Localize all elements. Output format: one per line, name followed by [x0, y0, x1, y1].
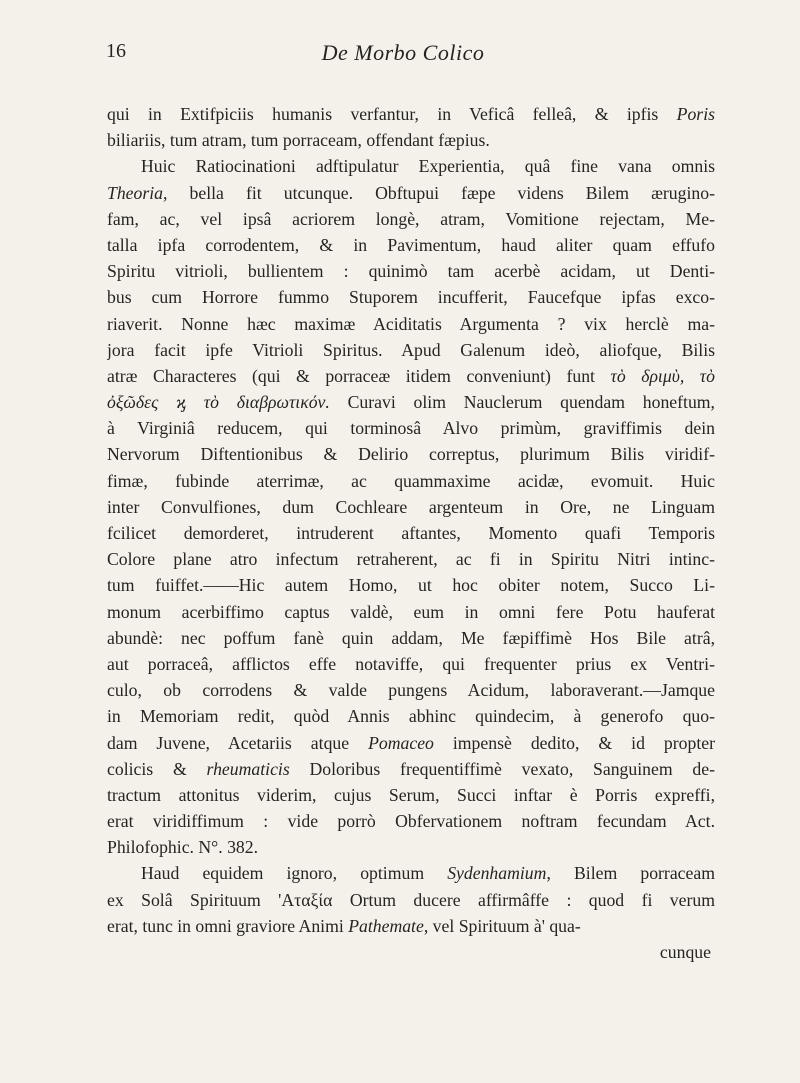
text-line	[107, 153, 715, 179]
text-line	[107, 625, 715, 651]
text-run: culo, ob corrodens & valde pungens Acidum, laboraverant.—Jamque	[107, 680, 715, 701]
text-line	[107, 887, 715, 913]
italic-text: ὀξῶδες ϗ τὸ διαβρωτικόν.	[107, 392, 330, 413]
text-run: riaverit. Nonne hæc maximæ Aciditatis Argumenta ? vix herclè ma-	[107, 313, 715, 334]
text-run: monum acerbiffimo captus valdè, eum in omni fere Potu hauferat	[107, 601, 715, 622]
italic-text: τὸ δριμὺ, τὸ	[610, 365, 715, 386]
text-line	[107, 520, 715, 546]
text-line	[107, 782, 715, 808]
italic-text: Pathemate	[348, 915, 424, 936]
text-line	[107, 913, 715, 939]
text-run: à Virginiâ reducem, qui torminosâ Alvo primùm, graviffimis dein	[107, 418, 715, 439]
italic-text: Pomaceo	[368, 732, 434, 753]
text-run: fimæ, fubinde aterrimæ, ac quammaxime acidæ, evomuit. Huic	[107, 470, 715, 491]
text-run: tractum attonitus viderim, cujus Serum, Succi inftar è Porris expreffi,	[107, 784, 715, 805]
text-run: fcilicet demorderet, intruderent aftantes, Momento quafi Temporis	[107, 523, 715, 543]
text-run: Doloribus frequentiffimè vexato, Sanguinem de-	[289, 758, 715, 779]
text-line	[107, 101, 715, 127]
running-title: De Morbo Colico	[321, 40, 485, 65]
text-line	[107, 180, 715, 206]
text-run: erat viridiffimum : vide porrò Obfervationem noftram fecundam Act.	[107, 811, 715, 832]
page-number: 16	[106, 40, 126, 62]
text-run: bus cum Horrore fummo Stuporem incufferit, Faucefque ipfas exco-	[107, 287, 715, 308]
text-line	[107, 599, 715, 625]
text-run: ex Solâ Spirituum 'Αταξία Ortum ducere affirmâffe : quod fi verum	[107, 889, 715, 910]
running-head	[93, 40, 713, 80]
text-run: , bella fit utcunque. Obftupui fæpe videns Bilem ærugino-	[163, 182, 715, 203]
text-line	[107, 808, 715, 834]
text-run: Spiritu vitrioli, bullientem : quinimò tam acerbè acidam, ut Denti-	[107, 261, 715, 282]
italic-text: Theoria	[107, 182, 164, 203]
text-line	[107, 337, 715, 363]
text-run: impensè dedito, & id propter	[433, 732, 715, 753]
text-line	[107, 284, 715, 310]
text-line	[107, 441, 715, 467]
text-run: biliariis, tum atram, tum porraceam, offendant fæpius.	[107, 130, 490, 151]
text-run: Nervorum Diftentionibus & Delirio correptus, plurimum Bilis viridif-	[107, 444, 715, 465]
text-run: jora facit ipfe Vitrioli Spiritus. Apud Galenum ideò, aliofque, Bilis	[107, 339, 715, 360]
text-run: fam, ac, vel ipsâ acriorem longè, atram, Vomitione rejectam, Me-	[107, 208, 715, 229]
italic-text: rheumaticis	[206, 758, 290, 779]
text-run: in Memoriam redit, quòd Annis abhinc quindecim, à generofo quo-	[107, 706, 715, 727]
text-run: erat, tunc in omni graviore Animi	[107, 915, 349, 936]
body-text	[107, 101, 715, 965]
text-line	[107, 703, 715, 729]
text-line	[107, 730, 715, 756]
text-run: , vel Spirituum à' qua-	[423, 915, 581, 936]
catchword	[107, 939, 715, 965]
text-run: inter Convulfiones, dum Cochleare argenteum in Ore, ne Linguam	[107, 496, 715, 517]
text-line	[107, 756, 715, 782]
text-run: talla ipfa corrodentem, & in Pavimentum, haud aliter quam effufo	[107, 234, 715, 255]
text-line	[107, 258, 715, 284]
text-line	[107, 311, 715, 337]
italic-text: Poris	[676, 104, 715, 124]
text-run: Colore plane atro infectum retraherent, ac fi in Spiritu Nitri intinc-	[107, 549, 715, 570]
text-run: tum fuiffet.——Hic autem Homo, ut hoc obiter notem, Succo Li-	[107, 575, 715, 596]
text-line	[107, 206, 715, 232]
text-run: dam Juvene, Acetariis atque	[107, 732, 369, 753]
text-line	[107, 127, 715, 153]
text-line	[107, 363, 715, 389]
text-line	[107, 232, 715, 258]
text-line	[107, 468, 715, 494]
text-line	[107, 860, 715, 886]
text-line	[107, 389, 715, 415]
text-run: abundè: nec poffum fanè quin addam, Me fæpiffimè Hos Bile atrâ,	[107, 627, 715, 648]
text-run: cunque	[659, 942, 711, 962]
italic-text: Sydenhamium	[447, 863, 547, 884]
text-run: atræ Characteres (qui & porraceæ itidem conveniunt) funt	[107, 365, 611, 386]
text-run: Philofophic. N°. 382.	[107, 837, 259, 858]
text-run: , Bilem porraceam	[546, 863, 715, 884]
text-run: Huic Ratiocinationi adftipulatur Experientia, quâ fine vana omnis	[141, 156, 715, 177]
text-line	[107, 415, 715, 441]
text-line	[107, 651, 715, 677]
text-line	[107, 572, 715, 598]
text-line	[107, 834, 715, 860]
text-run: colicis &	[107, 758, 207, 779]
text-run: Haud equidem ignoro, optimum	[141, 863, 448, 884]
text-run: aut porraceâ, afflictos effe notaviffe, qui frequenter prius ex Ventri-	[107, 653, 715, 674]
text-line	[107, 677, 715, 703]
text-run: qui in Extifpiciis humanis verfantur, in Veficâ felleâ, & ipfis	[107, 104, 677, 124]
text-line	[107, 494, 715, 520]
text-run: Curavi olim Nauclerum quendam honeftum,	[329, 392, 715, 413]
text-line	[107, 546, 715, 572]
